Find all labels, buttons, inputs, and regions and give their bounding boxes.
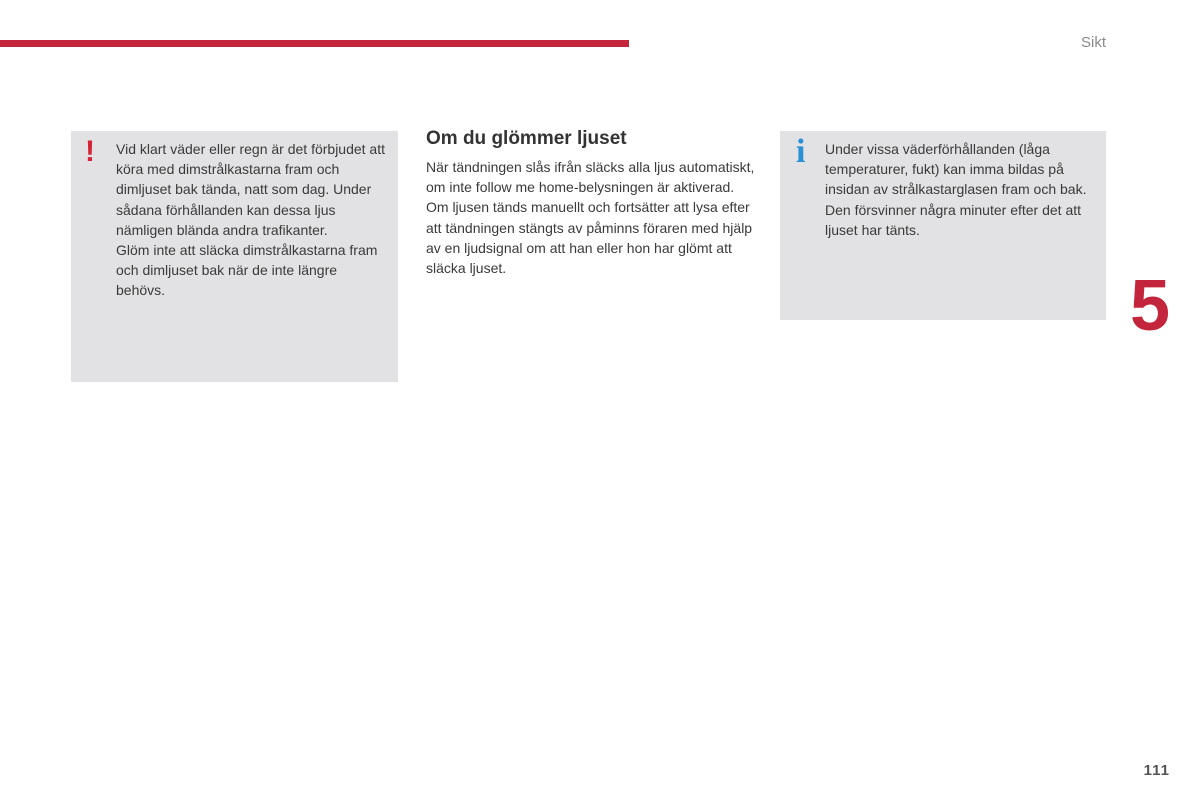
warning-paragraph: Vid klart väder eller regn är det förbjudet att köra med dimstrålkastarna fram och dimljuset bak tända, natt som dag. Under sådana förhållanden kan dessa ljus nämligen blända andra trafikanter. <box>116 141 386 238</box>
body-paragraph: När tändningen slås ifrån släcks alla ljus automatiskt, om inte follow me home-belysningen är aktiverad. <box>426 159 755 196</box>
page-number: 111 <box>1143 762 1170 779</box>
warning-paragraph: Glöm inte att släcka dimstrålkastarna fram och dimljuset bak när de inte längre behövs. <box>116 242 378 299</box>
header-accent-bar <box>0 40 629 47</box>
body-paragraph: Om ljusen tänds manuellt och fortsätter att lysa efter att tändningen stängts av påminns föraren med hjälp av en ljudsignal om att han eller hon har glömt att släcka ljuset. <box>426 199 753 277</box>
info-note-box <box>780 131 1106 320</box>
warning-note-box <box>71 131 398 382</box>
exclamation-icon: ! <box>85 135 95 168</box>
chapter-number: 5 <box>1130 266 1171 346</box>
info-icon: i <box>796 133 806 170</box>
section-title: Sikt <box>1080 34 1106 51</box>
warning-note-text <box>116 139 388 301</box>
info-note-text <box>825 139 1096 240</box>
section-heading: Om du glömmer ljuset <box>426 128 627 149</box>
info-paragraph: Under vissa väderförhållanden (låga temperaturer, fukt) kan imma bildas på insidan av strålkastarglasen fram och bak. Den försvinner några minuter efter det att ljuset har tänts. <box>825 141 1087 238</box>
main-section <box>426 127 756 278</box>
